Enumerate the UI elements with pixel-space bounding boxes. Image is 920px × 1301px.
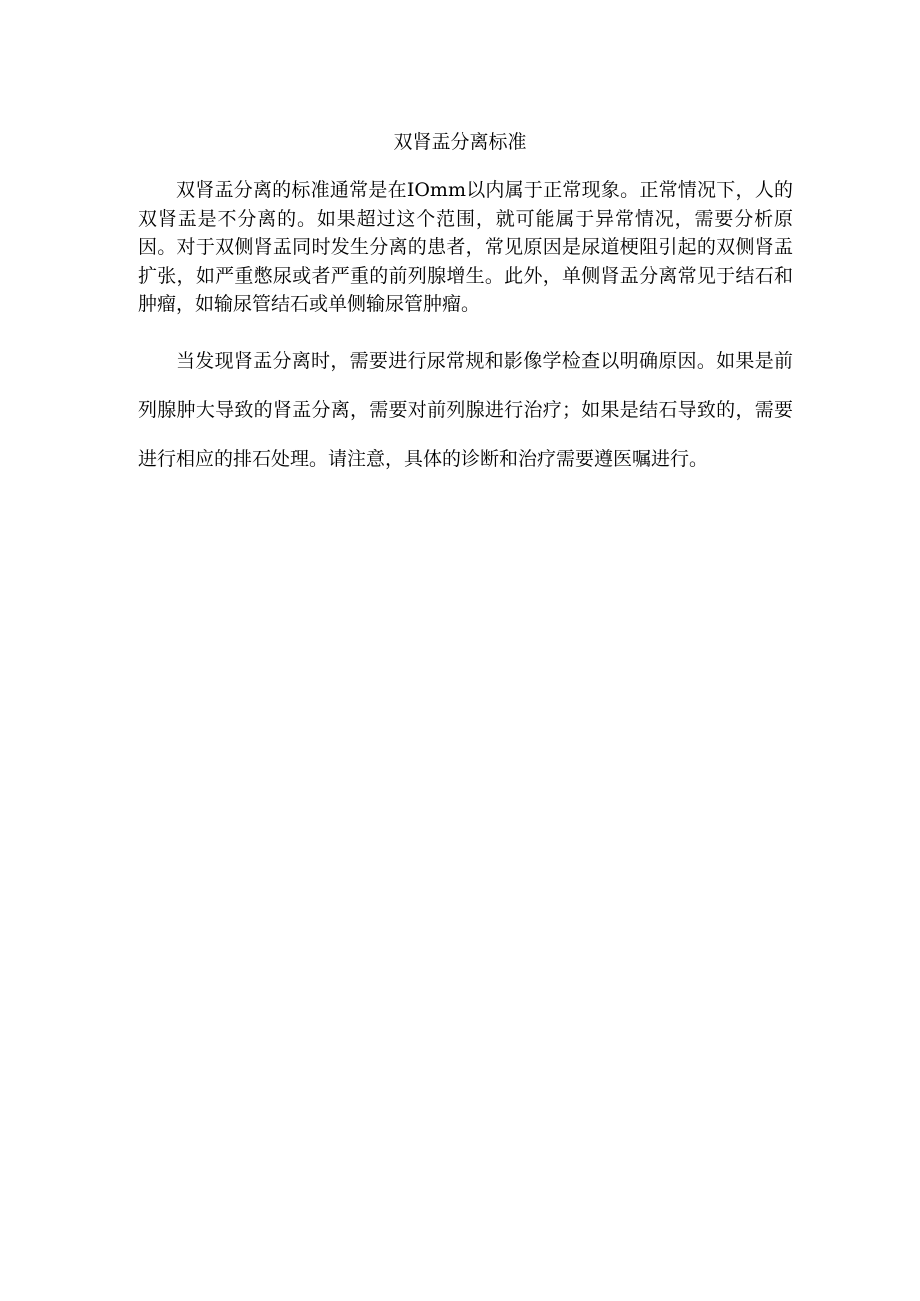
paragraph-1: 双肾盂分离的标准通常是在IOmm以内属于正常现象。正常情况下，人的双肾盂是不分离的。如果超过这个范围，就可能属于异常情况，需要分析原因。对于双侧肾盂同时发生分离的患者，常见原因是尿道梗阻引起的双侧肾盂扩张，如严重憋尿或者严重的前列腺增生。此外，单侧肾盂分离常见于结石和肿瘤，如输尿管结石或单侧输尿管肿瘤。 xyxy=(138,179,793,315)
document-title: 双肾盂分离标准 xyxy=(393,131,527,153)
paragraph-2: 当发现肾盂分离时，需要进行尿常规和影像学检查以明确原因。如果是前列腺肿大导致的肾盂分离，需要对前列腺进行治疗；如果是结石导致的，需要进行相应的排石处理。请注意，具体的诊断和治疗需要遵医嘱进行。 xyxy=(138,349,793,470)
document-body xyxy=(138,176,793,484)
